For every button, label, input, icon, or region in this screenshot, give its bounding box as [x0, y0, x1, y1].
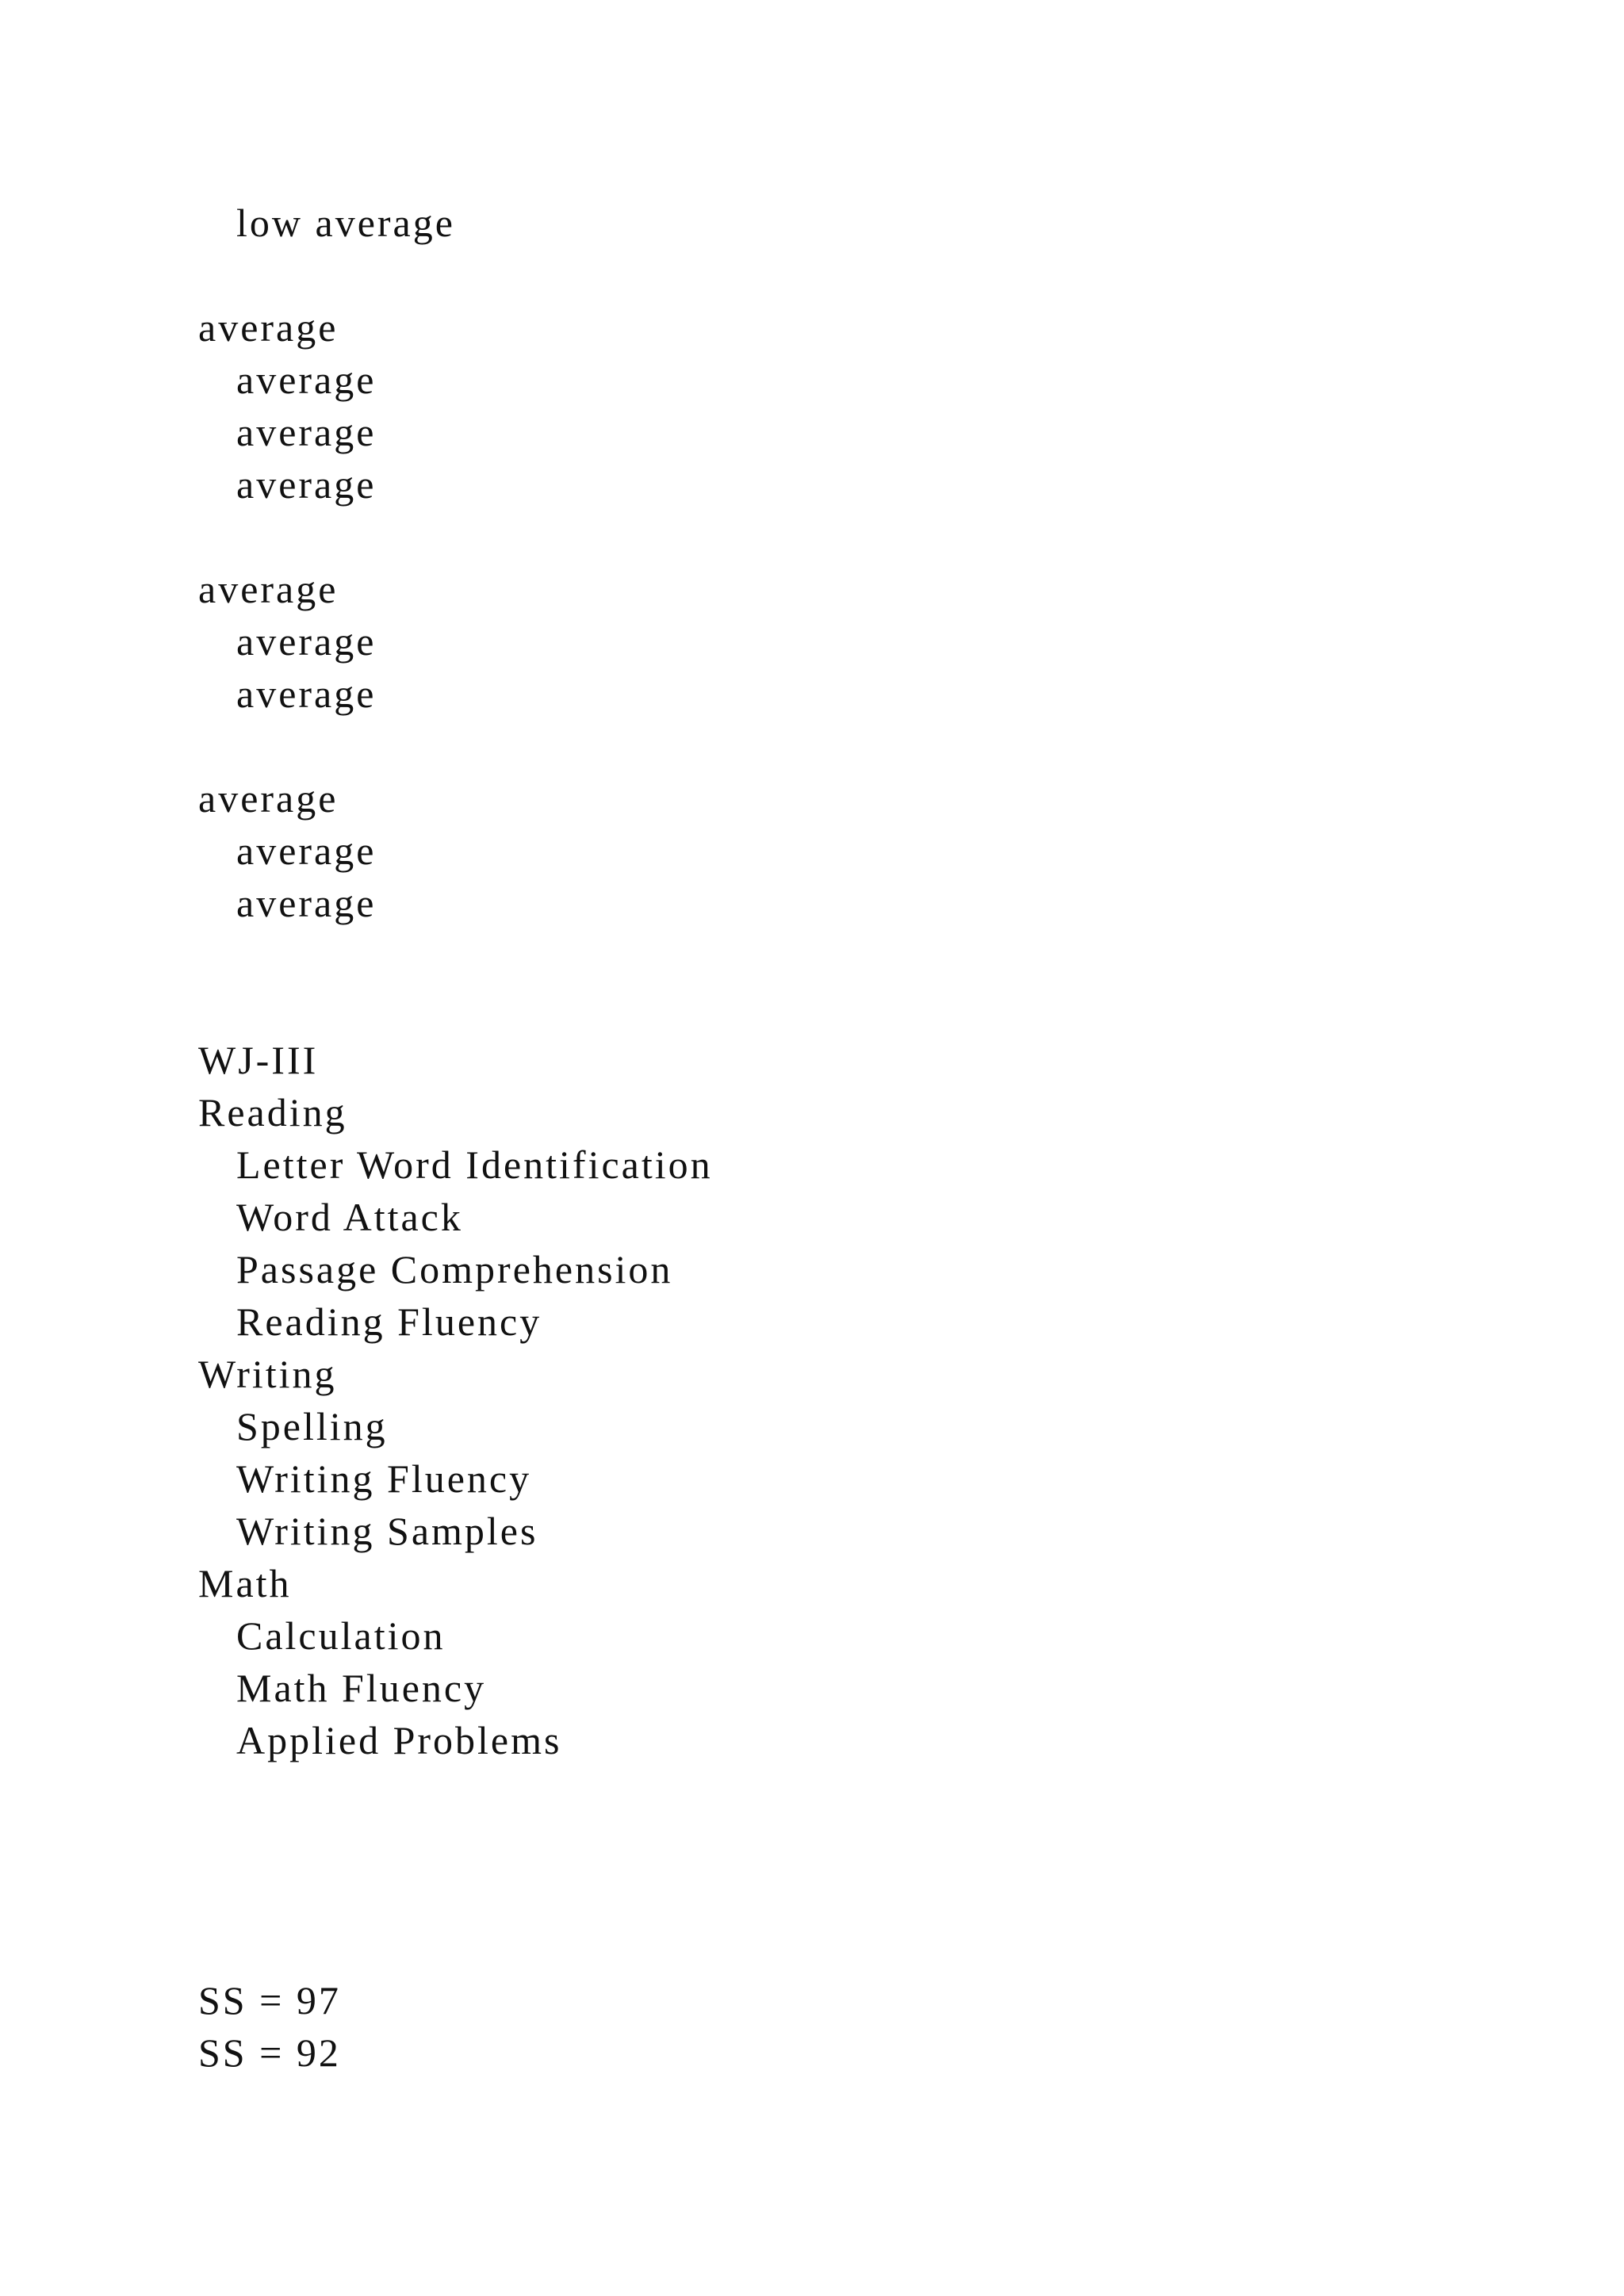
subtest-calculation: Calculation [236, 1613, 446, 1658]
rating-low-average: low average [236, 201, 455, 245]
rating-group-2-item: average [236, 619, 377, 664]
rating-group-1-item: average [236, 462, 377, 507]
section-writing: Writing [198, 1352, 337, 1396]
rating-group-2-head: average [198, 567, 339, 611]
subtest-word-attack: Word Attack [236, 1195, 463, 1239]
section-reading: Reading [198, 1090, 347, 1135]
subtest-passage-comprehension: Passage Comprehension [236, 1247, 673, 1292]
score-line: SS = 97 [198, 1978, 341, 2022]
subtest-writing-samples: Writing Samples [236, 1509, 538, 1553]
rating-group-3-head: average [198, 776, 339, 821]
rating-group-1-item: average [236, 410, 377, 454]
rating-group-1-head: average [198, 305, 339, 350]
subtest-math-fluency: Math Fluency [236, 1666, 487, 1710]
subtest-letter-word-identification: Letter Word Identification [236, 1142, 713, 1187]
subtest-reading-fluency: Reading Fluency [236, 1299, 542, 1344]
rating-group-3-item: average [236, 828, 377, 873]
wj-iii-title: WJ-III [198, 1038, 319, 1082]
subtest-writing-fluency: Writing Fluency [236, 1456, 532, 1501]
rating-group-1-item: average [236, 358, 377, 402]
subtest-applied-problems: Applied Problems [236, 1718, 562, 1762]
section-math: Math [198, 1561, 292, 1605]
subtest-spelling: Spelling [236, 1404, 388, 1448]
score-line: SS = 92 [198, 2030, 341, 2075]
rating-group-2-item: average [236, 672, 377, 716]
rating-group-3-item: average [236, 881, 377, 925]
